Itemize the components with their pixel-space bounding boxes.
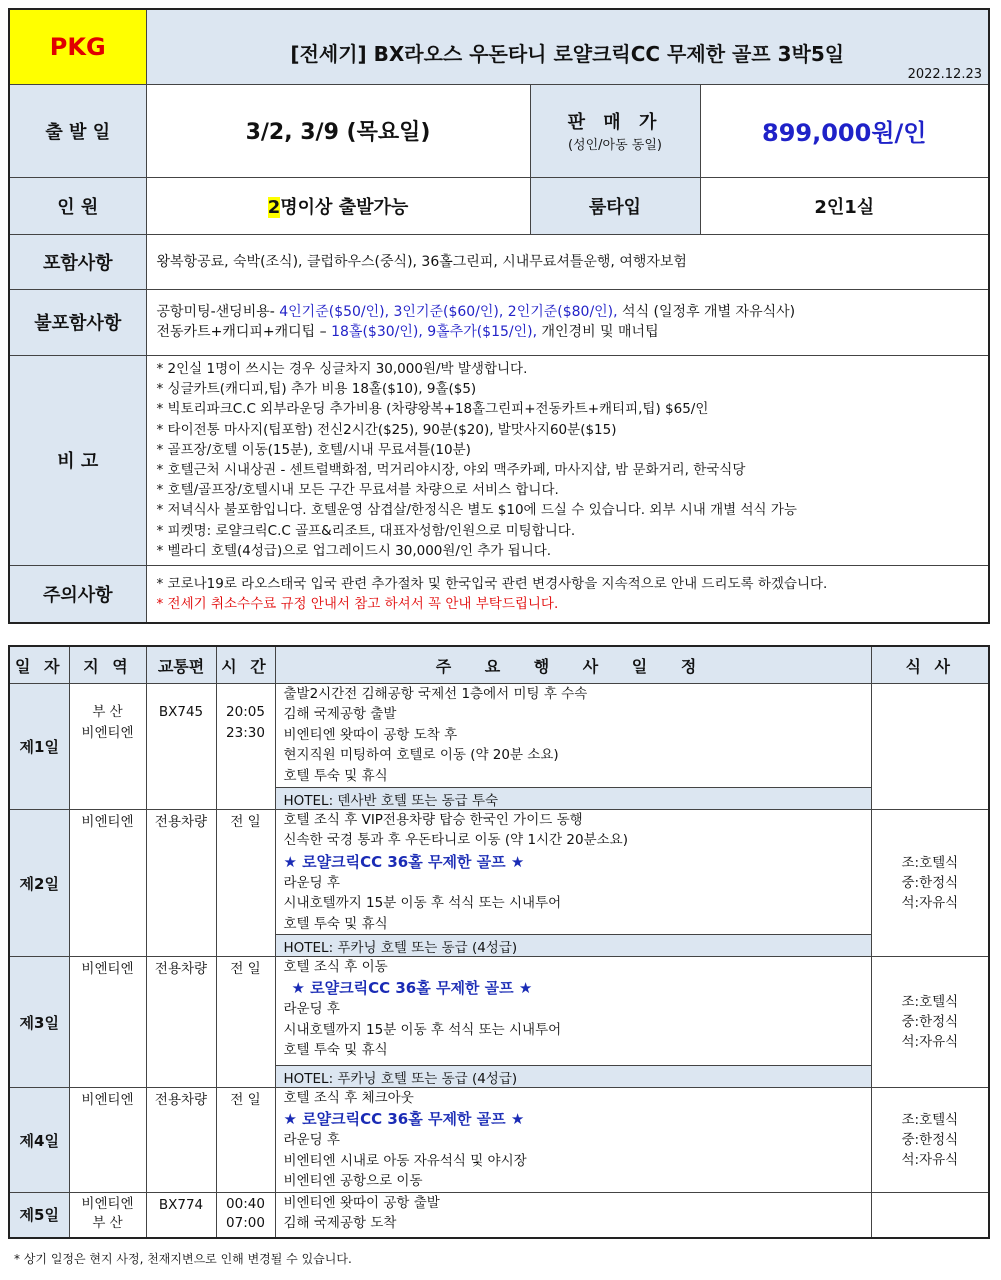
- list-item: 호텔 조식 후 이동: [283, 959, 388, 976]
- region-line: 비엔티엔: [81, 814, 134, 830]
- people-value: [146, 177, 530, 234]
- day-label: 제5일: [9, 1193, 69, 1238]
- package-info-table: [8, 8, 990, 624]
- day-items: [275, 810, 871, 935]
- day-region: [69, 1193, 146, 1238]
- table-row: [9, 1193, 989, 1238]
- day-label: 제2일: [9, 810, 69, 957]
- day-hotel: HOTEL: 푸카닝 호텔 또는 동급 (4성급): [275, 1066, 871, 1088]
- day-transport: 전용차량: [146, 957, 216, 1088]
- day-transport: BX774: [146, 1193, 216, 1238]
- list-item: 호텔 투숙 및 휴식: [283, 767, 388, 784]
- exclude-l2-a: 전동카트+캐디피+캐디팁 –: [156, 324, 332, 340]
- meal-item: 조:호텔식: [901, 855, 959, 872]
- time-line: 전 일: [230, 1092, 261, 1109]
- region-line: 비엔티엔: [81, 961, 134, 978]
- meal-item: 중:한정식: [901, 1132, 959, 1149]
- price-sub: (성인/아동 동일): [567, 138, 662, 153]
- notes-label: 비 고: [9, 355, 146, 565]
- exclude-value: [146, 289, 989, 355]
- day-time: [216, 957, 275, 1088]
- list-item: 라운딩 후: [283, 874, 340, 891]
- region-line: 비엔티엔: [81, 1092, 134, 1109]
- list-item: 신속한 국경 통과 후 우돈타니로 이동 (약 1시간 20분소요): [283, 832, 628, 849]
- time-line: 전 일: [230, 814, 261, 830]
- include-label: 포함사항: [9, 234, 146, 289]
- day-region: [69, 1088, 146, 1193]
- depart-value: 3/2, 3/9 (목요일): [146, 84, 530, 177]
- exclude-l2-b: 18홀($30/인), 9홀추가($15/인),: [331, 324, 538, 340]
- meal-item: 중:한정식: [901, 875, 959, 892]
- note-item: * 빅토리파크C.C 외부라운딩 추가비용 (차량왕복+18홀그린피+전동카트+캐티피,팁) $65/인: [156, 401, 709, 418]
- itinerary-header-row: [9, 646, 989, 684]
- list-item: 호텔 조식 후 VIP전용차량 탑승 한국인 가이드 동행: [283, 812, 583, 828]
- note-item: * 피켓명: 로얄크릭C.C 골프&리조트, 대표자성함/인원으로 미팅합니다.: [156, 522, 576, 539]
- room-value: 2인1실: [700, 177, 989, 234]
- day-transport: BX745: [146, 684, 216, 810]
- region-line: 부 산: [92, 704, 123, 720]
- time-line: 07:00: [226, 1215, 265, 1232]
- exclude-l2-c: 개인경비 및 매너팁: [537, 324, 659, 340]
- day-time: [216, 810, 275, 957]
- caution-value: [146, 565, 989, 623]
- price-label: 판 매 가: [567, 112, 663, 133]
- day-time: [216, 1088, 275, 1193]
- pkg-badge: PKG: [9, 9, 146, 84]
- region-line: 비엔티엔: [81, 1196, 134, 1213]
- day-meals: [871, 1193, 989, 1238]
- day-region: [69, 684, 146, 810]
- meal-item: 조:호텔식: [901, 994, 959, 1011]
- day-meals: [871, 957, 989, 1088]
- note-item: * 타이전통 마사지(팁포함) 전신2시간($25), 90분($20), 발맛사지60분($15): [156, 421, 617, 438]
- col-header-region: 지 역: [69, 646, 146, 684]
- day-label: 제3일: [9, 957, 69, 1088]
- golf-highlight: ★ 로얄크릭CC 36홀 무제한 골프 ★: [283, 1110, 525, 1129]
- table-row: [9, 957, 989, 1066]
- day-items: [275, 684, 871, 788]
- day-meals: [871, 684, 989, 810]
- time-line: 전 일: [230, 961, 261, 978]
- table-row: [9, 810, 989, 935]
- exclude-l1-c: 석식 (일정후 개별 자유식사): [617, 304, 796, 320]
- list-item: 시내호텔까지 15분 이동 후 석식 또는 시내투어: [283, 1021, 562, 1038]
- note-item: * 벨라디 호텔(4성급)으로 업그레이드시 30,000원/인 추가 됩니다.: [156, 542, 552, 559]
- list-item: 현지직원 미팅하여 호텔로 이동 (약 20분 소요): [283, 747, 559, 764]
- people-rest: 명이상 출발가능: [280, 196, 409, 218]
- golf-highlight: ★ 로얄크릭CC 36홀 무제한 골프 ★: [291, 979, 533, 998]
- day-items: [275, 957, 871, 1066]
- col-header-schedule: 주 요 행 사 일 정: [275, 646, 871, 684]
- note-item: * 호텔근처 시내상권 - 센트럴백화점, 먹거리야시장, 야외 맥주카페, 마사지샵, 밤 문화거리, 한국식당: [156, 462, 746, 478]
- list-item: 비엔티엔 공항으로 이동: [283, 1173, 423, 1190]
- region-line: 부 산: [92, 1215, 123, 1232]
- note-item: * 호텔/골프장/호텔시내 모든 구간 무료셔블 차량으로 서비스 합니다.: [156, 482, 559, 499]
- col-header-transport: 교통편: [146, 646, 216, 684]
- day-items: [275, 1193, 871, 1238]
- golf-highlight: ★ 로얄크릭CC 36홀 무제한 골프 ★: [283, 852, 525, 871]
- caution-line-2: * 전세기 취소수수료 규정 안내서 참고 하셔서 꼭 안내 부탁드립니다.: [156, 595, 559, 612]
- list-item: 김해 국제공항 도착: [283, 1215, 397, 1232]
- table-row: [9, 684, 989, 788]
- day-transport: 전용차량: [146, 1088, 216, 1193]
- price-label-cell: [530, 84, 700, 177]
- title-cell: [146, 9, 989, 84]
- exclude-l1-a: 공항미팅-샌딩비용-: [156, 304, 280, 320]
- time-line: 00:40: [226, 1196, 265, 1213]
- list-item: 호텔 투숙 및 휴식: [283, 915, 388, 932]
- itinerary-table: [8, 645, 990, 1239]
- meal-item: 석:자유식: [901, 895, 959, 912]
- meal-item: 석:자유식: [901, 1152, 959, 1169]
- list-item: 비엔티엔 왓따이 공항 출발: [283, 1195, 440, 1212]
- caution-label: 주의사항: [9, 565, 146, 623]
- day-meals: [871, 810, 989, 957]
- people-label: 인 원: [9, 177, 146, 234]
- people-highlight: 2: [267, 196, 281, 218]
- list-item: 출발2시간전 김해공항 국제선 1층에서 미팅 후 수속: [283, 686, 588, 702]
- exclude-line-2: [157, 322, 989, 342]
- region-line: 비엔티엔: [81, 725, 134, 741]
- col-header-time: 시 간: [216, 646, 275, 684]
- day-transport: 전용차량: [146, 810, 216, 957]
- note-item: * 싱글카트(캐디피,팁) 추가 비용 18홀($10), 9홀($5): [156, 381, 477, 398]
- day-items: [275, 1088, 871, 1193]
- day-time: [216, 684, 275, 810]
- exclude-line-1: [157, 302, 989, 322]
- day-region: [69, 957, 146, 1088]
- list-item: 김해 국제공항 출발: [283, 706, 397, 723]
- list-item: 시내호텔까지 15분 이동 후 석식 또는 시내투어: [283, 895, 562, 912]
- note-item: * 저녁식사 불포함입니다. 호텔운영 삼겹살/한정식은 별도 $10에 드실 수 있습니다. 외부 시내 개별 석식 가능: [156, 502, 797, 519]
- list-item: 비엔티엔 왓따이 공항 도착 후: [283, 726, 458, 743]
- list-item: 비엔티엔 시내로 아동 자유석식 및 야시장: [283, 1152, 527, 1169]
- meal-item: 중:한정식: [901, 1014, 959, 1031]
- list-item: 호텔 조식 후 체크아웃: [283, 1090, 414, 1107]
- col-header-meal: 식 사: [871, 646, 989, 684]
- package-title: [전세기] BX라오스 우돈타니 로얄크릭CC 무제한 골프 3박5일: [290, 42, 845, 66]
- depart-label: 출 발 일: [9, 84, 146, 177]
- notes-list: [146, 355, 989, 565]
- price-value: 899,000원/인: [700, 84, 989, 177]
- day-time: [216, 1193, 275, 1238]
- day-hotel: HOTEL: 푸카닝 호텔 또는 동급 (4성급): [275, 935, 871, 957]
- day-region: [69, 810, 146, 957]
- table-row: [9, 1088, 989, 1193]
- meal-item: 석:자유식: [901, 1034, 959, 1051]
- note-item: * 골프장/호텔 이동(15분), 호텔/시내 무료셔틀(10분): [156, 441, 471, 458]
- exclude-label: 불포함사항: [9, 289, 146, 355]
- time-line: 20:05: [226, 704, 265, 720]
- col-header-day: 일 자: [9, 646, 69, 684]
- note-item: * 2인실 1명이 쓰시는 경우 싱글차지 30,000원/박 발생합니다.: [156, 360, 528, 377]
- list-item: 라운딩 후: [283, 1001, 340, 1018]
- day-label: 제1일: [9, 684, 69, 810]
- exclude-l1-b: 4인기준($50/인), 3인기준($60/인), 2인기준($80/인),: [279, 304, 618, 320]
- list-item: 라운딩 후: [283, 1132, 340, 1149]
- day-label: 제4일: [9, 1088, 69, 1193]
- caution-line-1: * 코로나19로 라오스태국 입국 관련 추가절차 및 한국입국 관련 변경사항을 지속적으로 안내 드리도록 하겠습니다.: [156, 575, 828, 592]
- issue-date: 2022.12.23: [907, 66, 982, 82]
- room-label: 룸타입: [530, 177, 700, 234]
- meal-item: 조:호텔식: [901, 1112, 959, 1129]
- time-line: 23:30: [226, 725, 265, 741]
- day-meals: [871, 1088, 989, 1193]
- include-value: 왕복항공료, 숙박(조식), 클럽하우스(중식), 36홀그린피, 시내무료셔틀운행, 여행자보험: [146, 234, 989, 289]
- itinerary-footnote: * 상기 일정은 현지 사정, 천재지변으로 인해 변경될 수 있습니다.: [14, 1252, 352, 1266]
- list-item: 호텔 투숙 및 휴식: [283, 1042, 388, 1059]
- day-hotel: HOTEL: 덴사반 호텔 또는 동급 투숙: [275, 788, 871, 810]
